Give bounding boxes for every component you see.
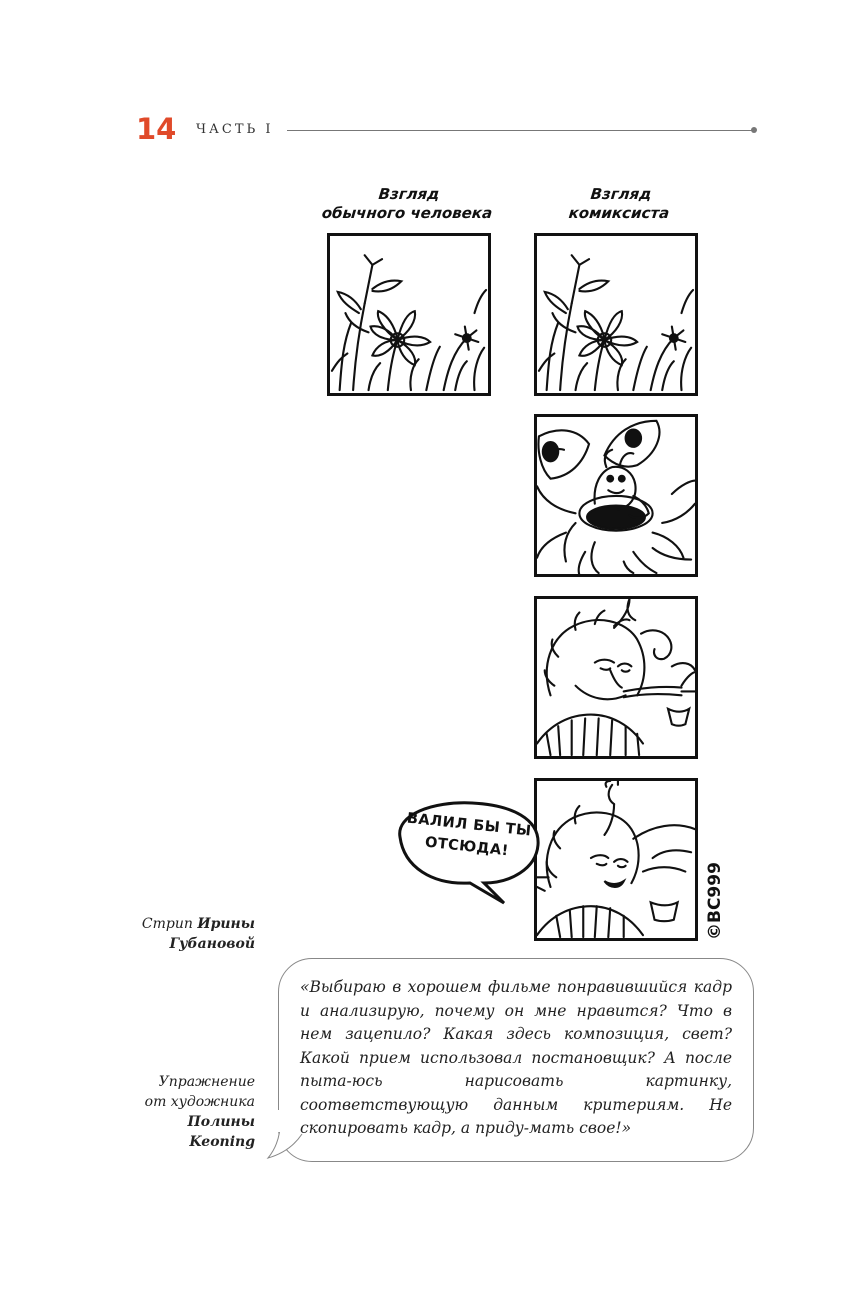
part-label: ЧАСТЬ I — [196, 122, 274, 137]
flowers-illustration — [330, 236, 488, 393]
column-heading-line: Взгляд — [377, 185, 441, 203]
comic-panel-flowers-ordinary — [327, 233, 491, 396]
exercise-credit-line: Упражнение — [158, 1074, 255, 1090]
comic-panel-bee-on-flower — [534, 414, 698, 577]
exercise-credit — [120, 1072, 255, 1152]
strip-credit-author-last: Губановой — [169, 936, 255, 952]
comic-panel-bee-speaking — [534, 778, 698, 941]
exercise-credit-author-first: Полины — [187, 1114, 255, 1130]
strip-credit — [120, 914, 255, 954]
exercise-credit-author-last: Keoning — [189, 1134, 255, 1150]
bee-drinking-illustration — [537, 599, 695, 756]
copyright-text: ©BC999 — [705, 862, 725, 940]
quote-text: «Выбираю в хорошем фильме понравившийся кадр и анализирую, почему он мне нравится? Что в нем зацепило? Какая здесь композиция, свет? Какой прием использовал постановщик? А после пыта-юсь нарисовать картинку, соответствующую данным критериям. Не скопировать кадр, а приду-мать свое!» — [300, 978, 732, 1137]
column-heading-line: комиксиста — [567, 204, 671, 222]
bee-on-flower-illustration — [537, 417, 695, 574]
flowers-illustration — [537, 236, 695, 393]
strip-credit-prefix: Стрип — [141, 916, 193, 932]
header-rule-dot — [751, 127, 757, 133]
column-heading-comic — [538, 185, 702, 223]
bee-speaking-illustration — [537, 781, 695, 938]
speech-line: ОТСЮДА! — [424, 834, 510, 860]
comic-panel-flowers-comic — [534, 233, 698, 396]
column-heading-line: Взгляд — [589, 185, 653, 203]
column-heading-line: обычного человека — [320, 204, 494, 222]
header-rule — [287, 130, 753, 131]
strip-credit-author-first: Ирины — [197, 916, 255, 932]
speech-line: ВАЛИЛ БЫ ТЫ — [406, 810, 533, 840]
page-number: 14 — [136, 112, 177, 146]
copyright-mark — [700, 858, 726, 942]
exercise-credit-line: от художника — [144, 1094, 255, 1110]
column-heading-ordinary — [320, 185, 496, 223]
comic-panel-bee-drinking — [534, 596, 698, 759]
